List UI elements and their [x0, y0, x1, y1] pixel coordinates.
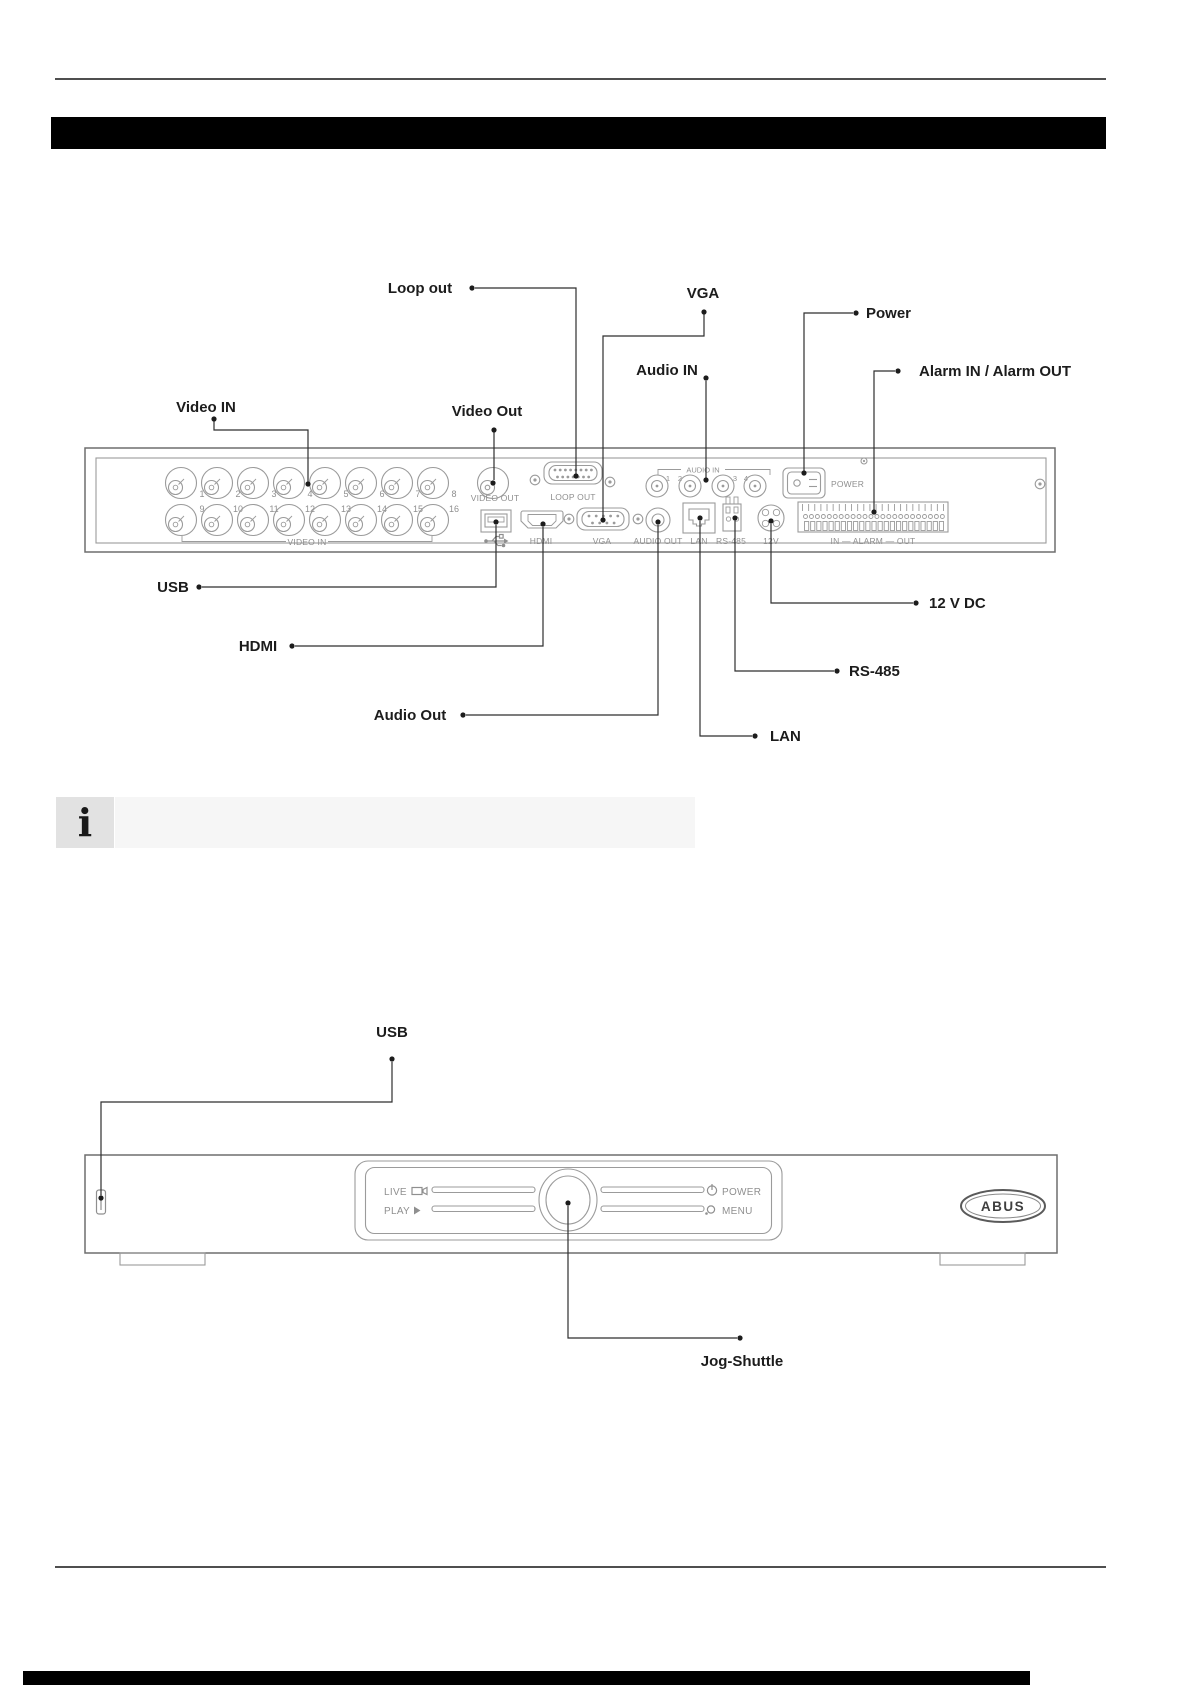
svg-text:USB: USB	[376, 1024, 408, 1041]
bnc-connector	[202, 505, 233, 536]
video-in-number: 2	[235, 489, 241, 499]
video-in-number: 15	[412, 504, 424, 514]
callout-loop-out	[388, 280, 579, 479]
bnc-connector	[274, 505, 305, 536]
video-in-number: 5	[343, 489, 349, 499]
video-in-number: 6	[379, 489, 385, 499]
callout-vga	[600, 285, 719, 523]
play-bar-left	[432, 1206, 535, 1212]
svg-text:VGA: VGA	[686, 285, 720, 302]
svg-text:Audio Out: Audio Out	[373, 707, 447, 724]
live-label: LIVE	[384, 1187, 407, 1198]
abus-logo	[961, 1190, 1045, 1222]
brand-label: ABUS	[980, 1199, 1026, 1214]
front-panel-figure	[85, 1024, 1057, 1370]
bnc-connector	[382, 505, 413, 536]
svg-text:Loop out: Loop out	[387, 280, 453, 297]
alarm-port-label: IN — ALARM — OUT	[830, 536, 916, 546]
power-switch	[783, 468, 864, 498]
video-in-number: 8	[451, 489, 457, 499]
bnc-connector	[382, 468, 413, 499]
front-foot-right	[940, 1253, 1025, 1265]
svg-text:Jog-Shuttle: Jog-Shuttle	[700, 1353, 784, 1370]
video-in-number: 11	[269, 504, 279, 514]
hdmi-port-label: HDMI	[529, 536, 553, 546]
callout-lan	[697, 515, 800, 745]
callout-video-out	[452, 403, 523, 486]
menu-label: MENU	[722, 1206, 753, 1217]
audio-in-port-label: AUDIO IN	[686, 465, 720, 475]
play-icon	[414, 1207, 421, 1215]
svg-text:HDMI: HDMI	[238, 638, 278, 655]
video-in-number: 12	[304, 504, 316, 514]
dc-12v-port-label: 12V	[763, 536, 779, 546]
menu-jog-icon	[705, 1206, 714, 1215]
video-in-port-label: VIDEO IN	[287, 537, 327, 547]
video-in-number: 16	[448, 504, 460, 514]
video-out-port-label: VIDEO OUT	[470, 493, 520, 503]
video-in-number: 14	[376, 504, 388, 514]
bnc-connector	[346, 505, 377, 536]
footer-rule	[55, 1566, 1106, 1568]
bnc-connector	[166, 505, 197, 536]
video-in-bracket	[182, 536, 432, 547]
audio-in-4: 4	[743, 474, 749, 483]
camera-icon	[412, 1188, 427, 1195]
lan-port	[683, 503, 715, 546]
svg-text:USB: USB	[157, 579, 189, 596]
bnc-connector	[310, 468, 341, 499]
video-in-number: 9	[199, 504, 205, 514]
rs485-port-label: RS-485	[715, 536, 747, 546]
loop-out-connector	[544, 462, 602, 502]
power-label: POWER	[722, 1187, 762, 1198]
play-label: PLAY	[384, 1206, 411, 1217]
video-in-number: 1	[199, 489, 205, 499]
svg-text:Alarm IN / Alarm OUT: Alarm IN / Alarm OUT	[919, 363, 1071, 380]
bnc-connector	[202, 468, 233, 499]
bnc-connector	[238, 505, 269, 536]
bnc-connector	[274, 468, 305, 499]
callout-power	[801, 305, 911, 476]
front-foot-left	[120, 1253, 205, 1265]
video-in-number: 10	[232, 504, 244, 514]
video-in-number: 3	[271, 489, 277, 499]
svg-text:RS-485: RS-485	[849, 663, 900, 680]
bnc-connector	[166, 468, 197, 499]
video-in-number: 13	[340, 504, 352, 514]
info-icon: i	[56, 797, 114, 848]
bnc-connector	[346, 468, 377, 499]
audio-in-2: 2	[677, 474, 683, 483]
bnc-connector	[310, 505, 341, 536]
svg-text:12 V DC: 12 V DC	[929, 595, 986, 612]
callout-video-in	[176, 399, 310, 487]
callout-audio-out	[374, 519, 661, 724]
screw-icon	[564, 514, 574, 524]
info-note-body	[115, 797, 695, 848]
hdmi-port	[521, 511, 563, 546]
power-port-label: POWER	[831, 479, 865, 489]
live-bar-left	[432, 1187, 535, 1193]
bnc-connector	[418, 468, 449, 499]
audio-in-3: 3	[732, 474, 738, 483]
audio-in-1: 1	[665, 474, 671, 483]
video-out-connector	[471, 468, 520, 504]
vent-hole	[861, 458, 867, 464]
lan-port-label: LAN	[690, 536, 708, 546]
rear-callouts	[157, 280, 1071, 745]
svg-text:LAN: LAN	[770, 728, 801, 745]
vga-port-label: VGA	[592, 536, 612, 546]
svg-text:Video IN: Video IN	[176, 399, 236, 416]
callout-usb-front	[98, 1024, 408, 1201]
power-icon	[707, 1184, 716, 1195]
screw-icon	[633, 514, 643, 524]
bnc-connector	[418, 505, 449, 536]
bnc-connector	[238, 468, 269, 499]
callout-audio-in	[636, 362, 708, 483]
video-in-number: 4	[307, 489, 313, 499]
audio-out-port-label: AUDIO OUT	[633, 536, 683, 546]
rear-panel-figure	[85, 280, 1071, 745]
callout-jog-shuttle	[565, 1200, 783, 1370]
screw-icon	[530, 475, 540, 485]
svg-text:Audio IN: Audio IN	[636, 362, 698, 379]
video-in-bnc-grid	[166, 468, 460, 536]
rs485-port	[716, 497, 746, 546]
callout-alarm	[871, 363, 1071, 515]
svg-text:Power: Power	[866, 305, 912, 322]
alarm-terminal-block	[798, 502, 948, 546]
svg-text:Video Out: Video Out	[451, 403, 523, 420]
screw-icon	[1035, 479, 1045, 489]
screw-icon	[605, 477, 615, 487]
loop-out-port-label: LOOP OUT	[550, 492, 596, 502]
footer-bar	[23, 1671, 1030, 1685]
play-bar-right	[601, 1206, 704, 1212]
video-in-number: 7	[415, 489, 421, 499]
live-bar-right	[601, 1187, 704, 1193]
